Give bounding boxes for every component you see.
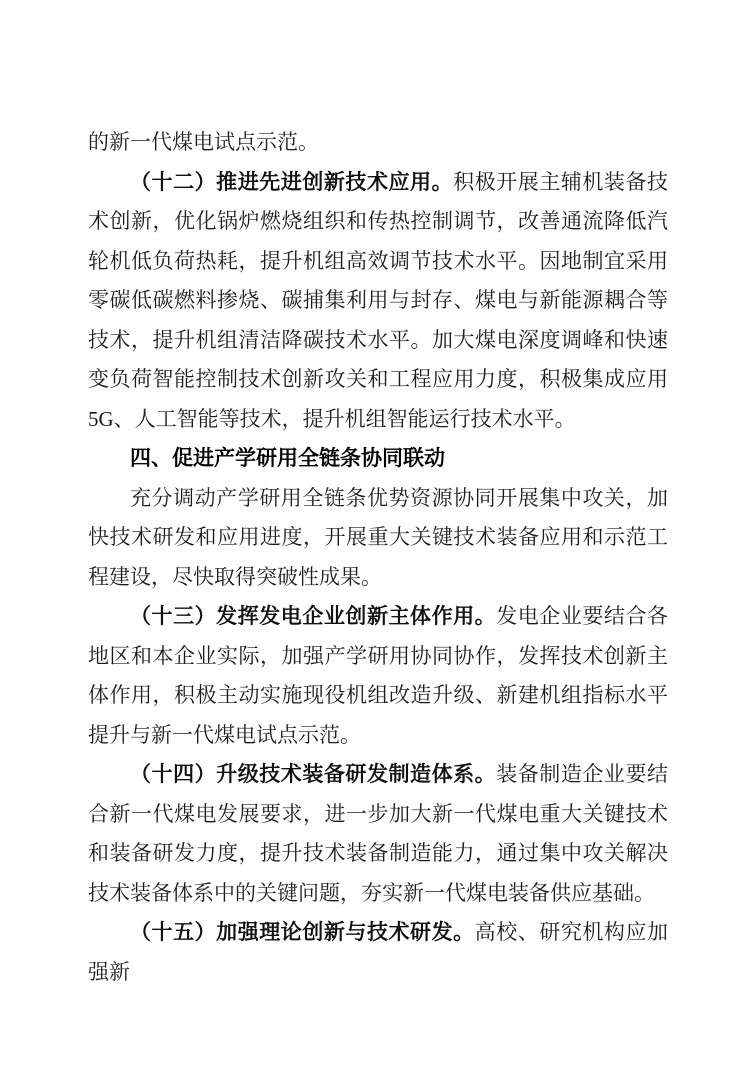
item-12-heading: （十二）推进先进创新技术应用。 xyxy=(130,169,454,194)
item-15-body: 高校、研究机构应加强新 xyxy=(88,920,669,984)
item-13-heading: （十三）发挥发电企业创新主体作用。 xyxy=(130,604,497,628)
paragraph-item-14 xyxy=(88,755,668,913)
item-13-body: 发电企业要结合各地区和本企业实际，加强产学研用协同协作，发挥技术创新主体作用，积极主动实施现役机组改造升级、新建机组指标水平提升与新一代煤电试点示范。 xyxy=(88,604,669,747)
item-14-body: 装备制造企业要结合新一代煤电发展要求，进一步加大新一代煤电重大关键技术和装备研发力度，提升技术装备制造能力，通过集中攻关解决技术装备体系中的关键问题，夯实新一代煤电装备供应基础。 xyxy=(88,762,669,905)
section-heading-4: 四、促进产学研用全链条协同联动 xyxy=(130,447,445,470)
paragraph-continuation: 的新一代煤电试点示范。 xyxy=(88,130,319,154)
paragraph-item-13 xyxy=(88,597,668,755)
paragraph-item-12 xyxy=(88,163,668,440)
item-15-heading: （十五）加强理论创新与技术研发。 xyxy=(130,920,475,944)
paragraph-plain: 充分调动产学研用全链条优势资源协同开展集中攻关，加快技术研发和应用进度，开展重大关键技术装备应用和示范工程建设，尽快取得突破性成果。 xyxy=(88,485,668,589)
item-12-body: 积极开展主辅机装备技术创新，优化锅炉燃烧组织和传热控制调节，改善通流降低汽轮机低负荷热耗，提升机组高效调节技术水平。因地制宜采用零碳低碳燃料掺烧、碳捕集利用与封存、煤电与新能源耦合等技术，提升机组清洁降碳技术水平。加大煤电深度调峰和快速变负荷智能控制技术创新攻关和工程应用力度，积极集成应用 5G、人工智能等技术，提升机组智能运行技术水平。 xyxy=(88,169,668,431)
paragraph-item-15 xyxy=(88,913,668,992)
item-14-heading: （十四）升级技术装备研发制造体系。 xyxy=(130,762,497,786)
